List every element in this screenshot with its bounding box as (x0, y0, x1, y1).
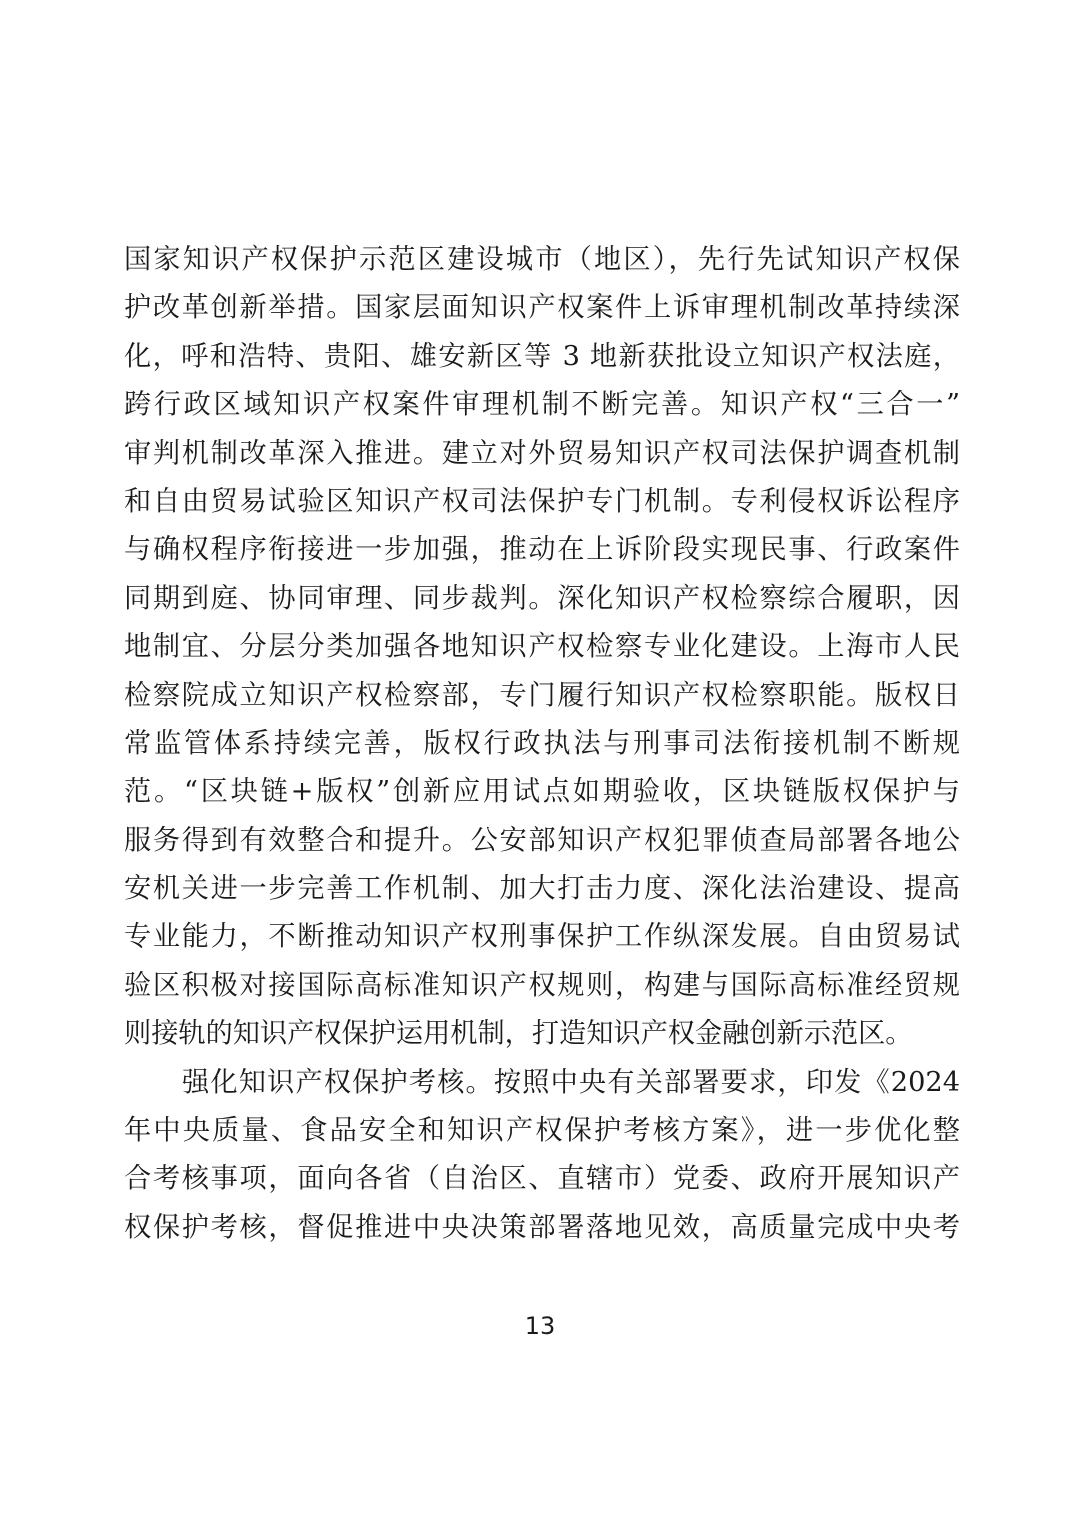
text-line: 和自由贸易试验区知识产权司法保护专门机制。专利侵权诉讼程序 (124, 485, 960, 517)
text-line: 服务得到有效整合和提升。公安部知识产权犯罪侦查局部署各地公 (124, 824, 960, 856)
text-line: 安机关进一步完善工作机制、加大打击力度、深化法治建设、提高 (124, 873, 960, 905)
text-line: 专业能力，不断推动知识产权刑事保护工作纵深发展。自由贸易试 (124, 921, 960, 953)
text-line: 权保护考核，督促推进中央决策部署落地见效，高质量完成中央考 (124, 1211, 960, 1243)
paragraph-2 (124, 1059, 960, 1253)
body-text (124, 236, 960, 1252)
text-line: 化，呼和浩特、贵阳、雄安新区等 3 地新获批设立知识产权法庭， (124, 340, 960, 372)
text-line: 国家知识产权保护示范区建设城市（地区），先行先试知识产权保 (124, 244, 960, 275)
text-line: 则接轨的知识产权保护运用机制，打造知识产权金融创新示范区。 (124, 1018, 913, 1050)
text-line: 检察院成立知识产权检察部，专门履行知识产权检察职能。版权日 (124, 679, 960, 711)
text-line: 与确权程序衔接进一步加强，推动在上诉阶段实现民事、行政案件 (124, 534, 960, 566)
text-line: 地制宜、分层分类加强各地知识产权检察专业化建设。上海市人民 (124, 631, 960, 663)
paragraph-1 (124, 236, 960, 1059)
text-line: 跨行政区域知识产权案件审理机制不断完善。知识产权“三合一” (124, 389, 960, 421)
text-line: 同期到庭、协同审理、同步裁判。深化知识产权检察综合履职，因 (124, 582, 960, 614)
text-line: 验区积极对接国际高标准知识产权规则，构建与国际高标准经贸规 (124, 969, 960, 1001)
text-line: 合考核事项，面向各省（自治区、直辖市）党委、政府开展知识产 (124, 1163, 960, 1195)
text-line: 强化知识产权保护考核。按照中央有关部署要求，印发《2024 (182, 1066, 960, 1098)
text-line: 护改革创新举措。国家层面知识产权案件上诉审理机制改革持续深 (124, 292, 960, 324)
text-line: 审判机制改革深入推进。建立对外贸易知识产权司法保护调查机制 (124, 437, 960, 469)
page-number: 13 (524, 1312, 556, 1340)
text-line: 常监管体系持续完善，版权行政执法与刑事司法衔接机制不断规 (124, 727, 960, 759)
text-line: 年中央质量、食品安全和知识产权保护考核方案》，进一步优化整 (124, 1115, 960, 1147)
text-line: 范。“区块链+版权”创新应用试点如期验收，区块链版权保护与 (124, 776, 960, 808)
